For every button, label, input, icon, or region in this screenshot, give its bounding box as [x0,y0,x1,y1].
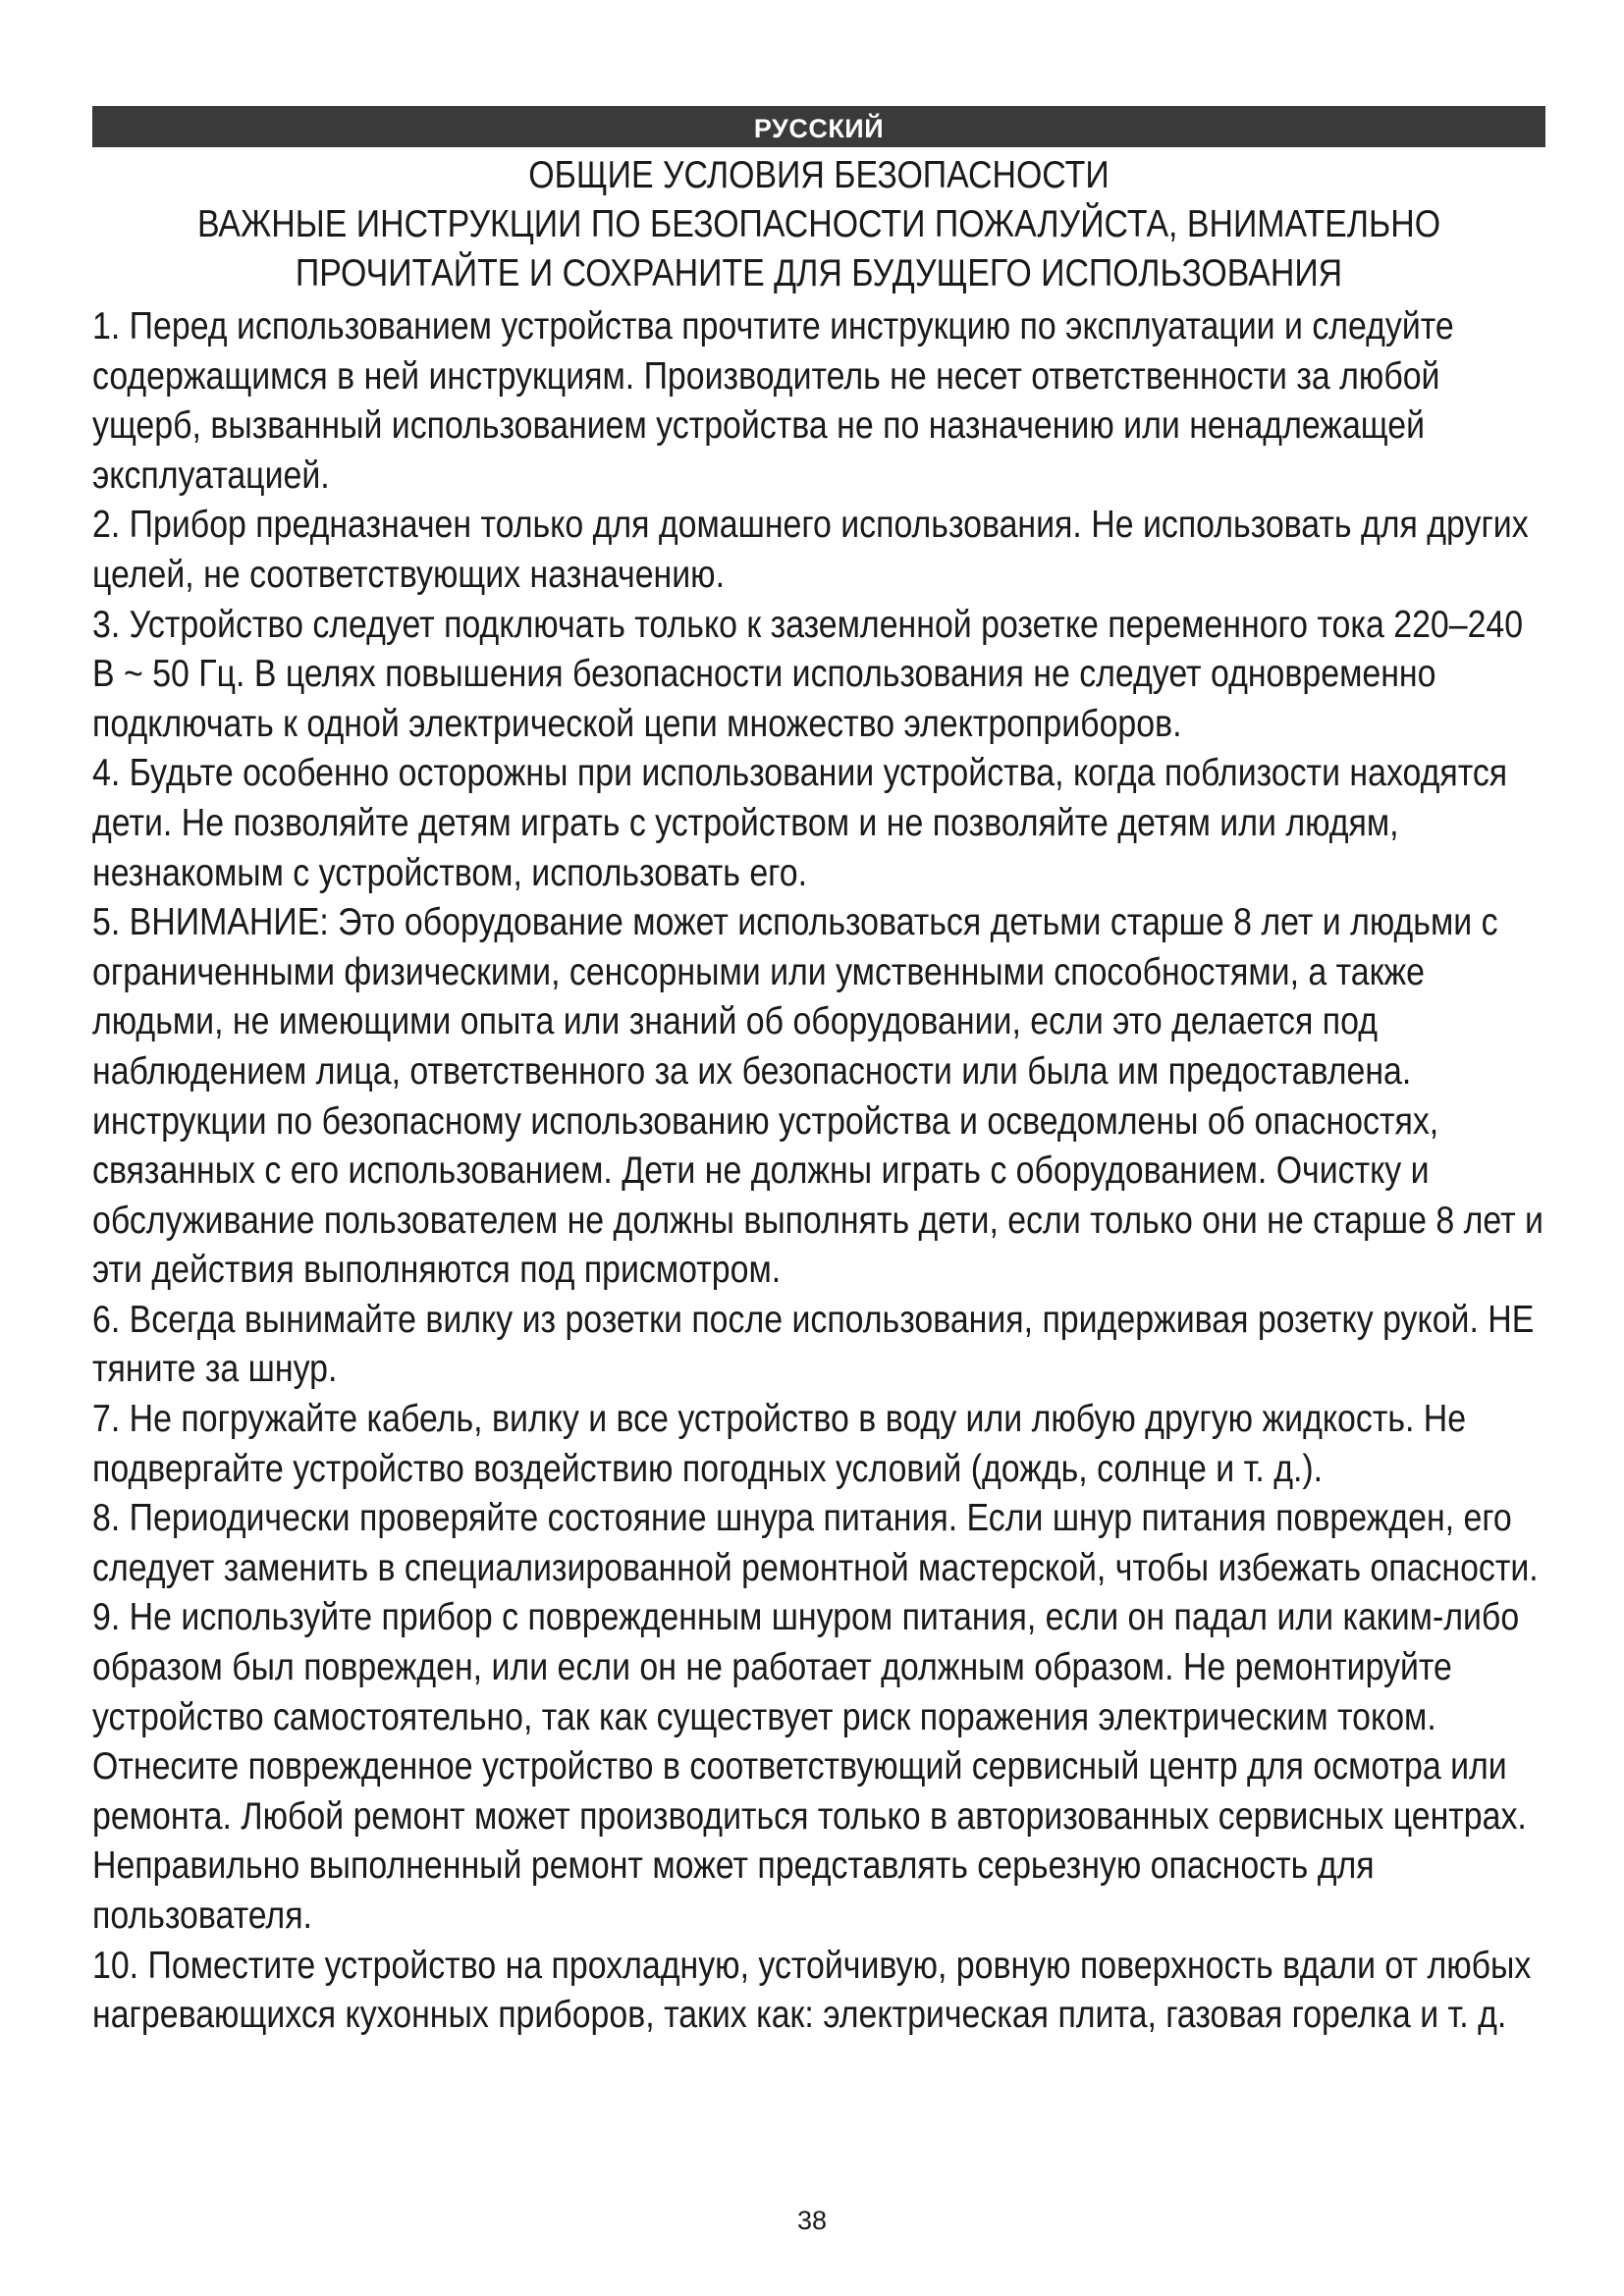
instruction-item-8: 8. Периодически проверяйте состояние шнура питания. Если шнур питания поврежден, его следует заменить в специализированной ремонтной мастерской, чтобы избежать опасности. [92,1497,1539,1589]
instruction-item-10: 10. Поместите устройство на прохладную, устойчивую, ровную поверхность вдали от любых нагревающихся кухонных приборов, таких как: электрическая плита, газовая горелка и т. д. [92,1944,1532,2037]
instruction-item-3: 3. Устройство следует подключать только к заземленной розетке переменного тока 220–240 В ~ 50 Гц. В целях повышения безопасности использования не следует одновременно подключать к одной электрической цепи множество электроприборов. [92,603,1524,745]
language-bar [92,106,1545,147]
heading-line-2: ВАЖНЫЕ ИНСТРУКЦИИ ПО БЕЗОПАСНОСТИ ПОЖАЛУЙСТА, ВНИМАТЕЛЬНО [196,203,1441,245]
instruction-item-1: 1. Перед использованием устройства прочтите инструкцию по эксплуатации и следуйте содержащимся в ней инструкциям. Производитель не несет ответственности за любой ущерб, вызванный использованием устройства не по назначению или ненадлежащей эксплуатацией. [92,305,1454,497]
heading-line-1: ОБЩИЕ УСЛОВИЯ БЕЗОПАСНОСТИ [528,154,1110,196]
instruction-item-2: 2. Прибор предназначен только для домашнего использования. Не использовать для других целей, не соответствующих назначению. [92,504,1529,596]
manual-page [92,106,1545,2041]
section-heading [180,151,1458,298]
instruction-item-4: 4. Будьте особенно осторожны при использовании устройства, когда поблизости находятся дети. Не позволяйте детям играть с устройством и не позволяйте детям или людям, незнакомым с устройством, использовать его. [92,752,1508,894]
page-number: 38 [796,2206,828,2235]
instruction-list [92,302,1545,2041]
instruction-item-6: 6. Всегда вынимайте вилку из розетки после использования, придерживая розетку рукой. НЕ тяните за шнур. [92,1298,1535,1391]
instruction-item-7: 7. Не погружайте кабель, вилку и все устройство в воду или любую другую жидкость. Не подвергайте устройство воздействию погодных условий (дождь, солнце и т. д.). [92,1398,1467,1490]
heading-line-3: ПРОЧИТАЙТЕ И СОХРАНИТЕ ДЛЯ БУДУЩЕГО ИСПОЛЬЗОВАНИЯ [295,252,1343,294]
instruction-item-5: 5. ВНИМАНИЕ: Это оборудование может использоваться детьми старше 8 лет и людьми с ограниченными физическими, сенсорными или умственными способностями, а также людьми, не имеющими опыта или знаний об оборудовании, если это делается под наблюдением лица, ответственного за их безопасности или была им предоставлена. инструкции по безопасному использованию устройства и осведомлены об опасностях, связанных с его использованием. Дети не должны играть с оборудованием. Очистку и обслуживание пользователем не должны выполнять дети, если только они не старше 8 лет и эти действия выполняются под присмотром. [92,901,1543,1292]
language-label: РУССКИЙ [753,114,885,143]
instruction-item-9: 9. Не используйте прибор с поврежденным шнуром питания, если он падал или каким-либо образом был поврежден, или если он не работает должным образом. Не ремонтируйте устройство самостоятельно, так как существует риск поражения электрическим током. Отнесите поврежденное устройство в соответствующий сервисный центр для осмотра или ремонта. Любой ремонт может производиться только в авторизованных сервисных центрах. Неправильно выполненный ремонт может представлять серьезную опасность для пользователя. [92,1596,1527,1937]
